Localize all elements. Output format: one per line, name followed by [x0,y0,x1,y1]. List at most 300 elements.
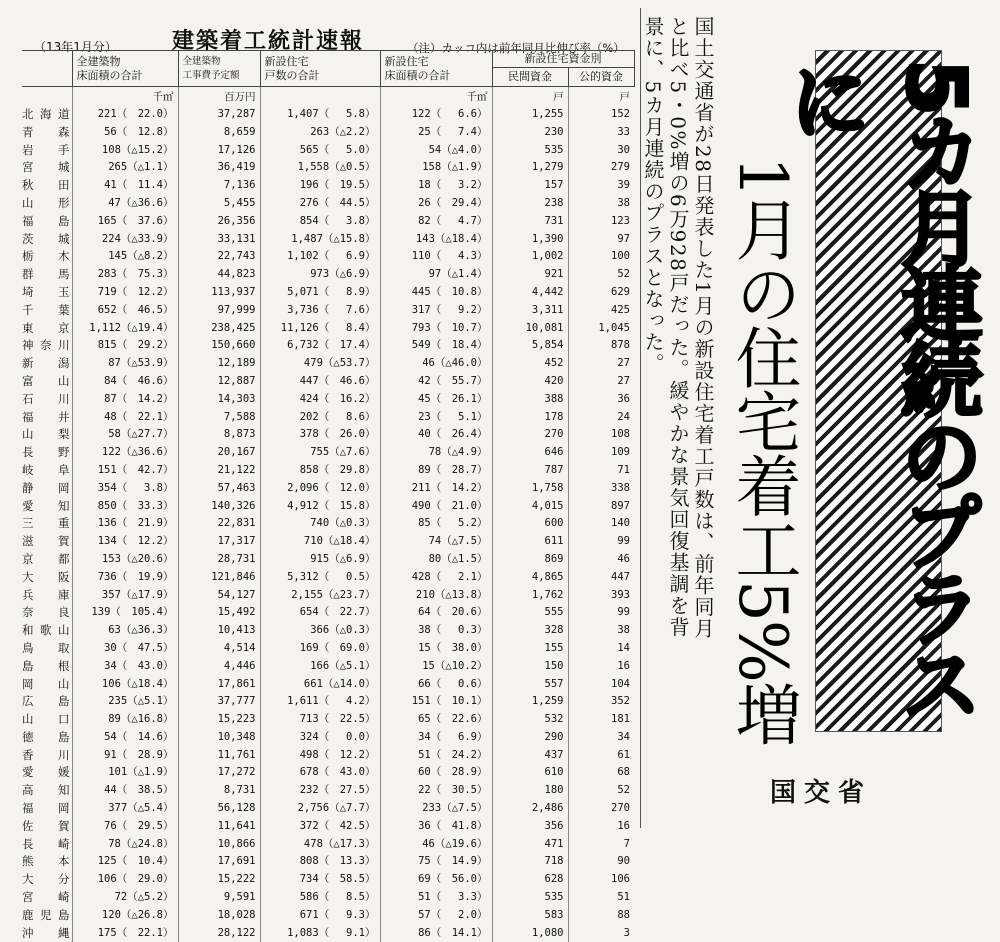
public-funds-cell: 38 [568,622,634,640]
table-row [22,693,634,711]
prefecture-cell: 香川 [22,747,70,762]
public-funds-cell: 71 [568,462,634,480]
unit-public: 戸 [568,87,634,107]
cost-cell: 37,777 [178,693,260,711]
private-funds-cell: 3,311 [492,302,568,320]
housing-units-cell: 1,487（△15.8） [260,231,380,249]
housing-floor-cell: 158（△1.9） [380,159,492,177]
cost-cell: 8,731 [178,782,260,800]
prefecture-cell: 神奈川 [22,338,70,353]
public-funds-cell: 16 [568,818,634,836]
public-funds-cell: 27 [568,355,634,373]
cost-cell: 10,866 [178,836,260,854]
cost-cell: 14,303 [178,391,260,409]
public-funds-cell: 393 [568,587,634,605]
housing-floor-cell: 18（ 3.2） [380,177,492,195]
public-funds-cell: 897 [568,498,634,516]
private-funds-cell: 555 [492,604,568,622]
table-row [22,800,634,818]
floor-area-cell: 221（ 22.0） [72,106,178,124]
housing-units-cell: 1,611（ 4.2） [260,693,380,711]
floor-area-cell: 44（ 38.5） [72,782,178,800]
floor-area-cell: 54（ 14.6） [72,729,178,747]
table-row [22,106,634,124]
prefecture-cell: 石川 [22,391,70,406]
unit-housing-units [260,87,380,107]
table-row [22,231,634,249]
cost-cell: 12,887 [178,373,260,391]
prefecture-cell: 北海道 [22,107,70,121]
table-row [22,391,634,409]
housing-floor-cell: 89（ 28.7） [380,462,492,480]
floor-area-cell: 78（△24.8） [72,836,178,854]
housing-units-cell: 854（ 3.8） [260,213,380,231]
housing-units-cell: 378（ 26.0） [260,426,380,444]
private-funds-cell: 10,081 [492,320,568,338]
prefecture-cell: 茨城 [22,231,70,246]
unit-cost: 百万円 [178,87,260,107]
public-funds-cell: 181 [568,711,634,729]
public-funds-cell: 878 [568,337,634,355]
private-funds-cell: 610 [492,764,568,782]
housing-units-cell: 424（ 16.2） [260,391,380,409]
housing-floor-cell: 23（ 5.1） [380,409,492,427]
unit-floor-area: 千㎡ [72,87,178,107]
public-funds-cell: 99 [568,533,634,551]
private-funds-cell: 155 [492,640,568,658]
prefecture-cell: 静岡 [22,480,70,495]
private-funds-cell: 180 [492,782,568,800]
prefecture-cell: 福島 [22,213,70,228]
private-funds-cell: 787 [492,462,568,480]
public-funds-cell: 104 [568,676,634,694]
table-row [22,320,634,338]
housing-floor-cell: 428（ 2.1） [380,569,492,587]
table-row [22,853,634,871]
cost-cell: 20,167 [178,444,260,462]
table-row [22,622,634,640]
public-funds-cell: 61 [568,747,634,765]
prefecture-cell: 宮城 [22,160,70,175]
article-headline: 5カ月連続のプラスに [775,59,983,719]
private-funds-cell: 718 [492,853,568,871]
table-period: （13年1月分） [34,40,117,54]
prefecture-cell: 沖縄 [22,925,70,940]
private-funds-cell: 420 [492,373,568,391]
housing-units-cell: 276（ 44.5） [260,195,380,213]
floor-area-cell: 139（ 105.4） [72,604,178,622]
housing-units-cell: 1,102（ 6.9） [260,248,380,266]
housing-floor-cell: 51（ 24.2） [380,747,492,765]
table-row [22,426,634,444]
table-row [22,551,634,569]
floor-area-cell: 106（ 29.0） [72,871,178,889]
table-row [22,764,634,782]
floor-area-cell: 145（△8.2） [72,248,178,266]
housing-floor-cell: 97（△1.4） [380,266,492,284]
housing-floor-cell: 122（ 6.6） [380,106,492,124]
housing-units-cell: 740（△0.3） [260,515,380,533]
private-funds-cell: 1,002 [492,248,568,266]
prefecture-cell: 福岡 [22,801,70,816]
table-row [22,480,634,498]
housing-floor-cell: 75（ 14.9） [380,853,492,871]
cost-cell: 33,131 [178,231,260,249]
public-funds-cell: 109 [568,444,634,462]
private-funds-cell: 150 [492,658,568,676]
housing-floor-cell: 151（ 10.1） [380,693,492,711]
housing-floor-cell: 549（ 18.4） [380,337,492,355]
housing-floor-cell: 15（△10.2） [380,658,492,676]
unit-housing-floor: 千㎡ [380,87,492,107]
floor-area-cell: 91（ 28.9） [72,747,178,765]
private-funds-cell: 535 [492,142,568,160]
housing-units-cell: 372（ 42.5） [260,818,380,836]
housing-units-cell: 169（ 69.0） [260,640,380,658]
public-funds-cell: 338 [568,480,634,498]
table-row [22,640,634,658]
housing-units-cell: 586（ 8.5） [260,889,380,907]
floor-area-header: 全建築物 床面積の合計 [72,51,178,87]
table-row [22,409,634,427]
prefecture-cell: 岐阜 [22,462,70,477]
public-funds-cell: 1,045 [568,320,634,338]
public-funds-cell: 3 [568,925,634,942]
housing-floor-cell: 445（ 10.8） [380,284,492,302]
private-funds-cell: 557 [492,676,568,694]
floor-area-cell: 101（△1.9） [72,764,178,782]
housing-floor-cell: 78（△4.9） [380,444,492,462]
public-funds-cell: 447 [568,569,634,587]
table-row [22,337,634,355]
table-row [22,729,634,747]
housing-floor-cell: 82（ 4.7） [380,213,492,231]
floor-area-cell: 58（△27.7） [72,426,178,444]
prefecture-cell: 和歌山 [22,623,70,638]
housing-floor-cell: 15（ 38.0） [380,640,492,658]
table-row [22,177,634,195]
housing-units-cell: 678（ 43.0） [260,764,380,782]
floor-area-cell: 108（△15.2） [72,142,178,160]
funding-group-header: 新設住宅資金別 [492,51,634,68]
floor-area-cell: 151（ 42.7） [72,462,178,480]
table-row [22,213,634,231]
cost-cell: 17,126 [178,142,260,160]
prefecture-cell: 大分 [22,872,70,887]
cost-cell: 150,660 [178,337,260,355]
table-row [22,248,634,266]
private-funds-header: 民間資金 [492,68,568,87]
housing-units-cell: 734（ 58.5） [260,871,380,889]
cost-cell: 10,348 [178,729,260,747]
table-row [22,604,634,622]
table-row [22,142,634,160]
public-funds-cell: 90 [568,853,634,871]
cost-cell: 57,463 [178,480,260,498]
private-funds-cell: 157 [492,177,568,195]
public-funds-cell: 46 [568,551,634,569]
cost-cell: 54,127 [178,587,260,605]
building-starts-table [22,50,635,942]
floor-area-cell: 224（△33.9） [72,231,178,249]
public-funds-cell: 140 [568,515,634,533]
cost-cell: 36,419 [178,159,260,177]
private-funds-cell: 452 [492,355,568,373]
floor-area-cell: 30（ 47.5） [72,640,178,658]
floor-area-cell: 63（△36.3） [72,622,178,640]
private-funds-cell: 1,390 [492,231,568,249]
table-row [22,462,634,480]
public-funds-cell: 123 [568,213,634,231]
housing-floor-cell: 25（ 7.4） [380,124,492,142]
public-funds-cell: 14 [568,640,634,658]
prefecture-cell: 長野 [22,445,70,460]
housing-units-cell: 710（△18.4） [260,533,380,551]
housing-floor-cell: 22（ 30.5） [380,782,492,800]
prefecture-cell: 群馬 [22,267,70,282]
cost-cell: 37,287 [178,106,260,124]
housing-floor-cell: 74（△7.5） [380,533,492,551]
floor-area-cell: 354（ 3.8） [72,480,178,498]
cost-cell: 238,425 [178,320,260,338]
floor-area-cell: 84（ 46.6） [72,373,178,391]
public-funds-cell: 30 [568,142,634,160]
private-funds-cell: 5,854 [492,337,568,355]
public-funds-cell: 7 [568,836,634,854]
private-funds-cell: 328 [492,622,568,640]
housing-floor-cell: 143（△18.4） [380,231,492,249]
housing-units-cell: 479（△53.7） [260,355,380,373]
public-funds-cell: 97 [568,231,634,249]
public-funds-cell: 279 [568,159,634,177]
housing-floor-cell: 86（ 14.1） [380,925,492,942]
article-body: 国土交通省が28日発表した1月の新設住宅着工戸数は、前年同月と比べ5・0%増の6万928戸だった。緩やかな景気回復基調を背景に、5カ月連続のプラスとなった。 [641,16,715,640]
housing-floor-cell: 490（ 21.0） [380,498,492,516]
table-row [22,871,634,889]
housing-units-cell: 4,912（ 15.8） [260,498,380,516]
housing-floor-cell: 34（ 6.9） [380,729,492,747]
housing-units-cell: 661（△14.0） [260,676,380,694]
floor-area-cell: 48（ 22.1） [72,409,178,427]
cost-cell: 11,641 [178,818,260,836]
cost-cell: 11,761 [178,747,260,765]
floor-area-cell: 815（ 29.2） [72,337,178,355]
public-funds-header: 公的資金 [568,68,634,87]
cost-cell: 5,455 [178,195,260,213]
housing-floor-cell: 57（ 2.0） [380,907,492,925]
private-funds-cell: 731 [492,213,568,231]
floor-area-cell: 165（ 37.6） [72,213,178,231]
housing-floor-cell: 65（ 22.6） [380,711,492,729]
cost-cell: 113,937 [178,284,260,302]
housing-floor-header: 新設住宅 床面積の合計 [380,51,492,87]
housing-units-cell: 2,155（△23.7） [260,587,380,605]
public-funds-cell: 27 [568,373,634,391]
floor-area-cell: 283（ 75.3） [72,266,178,284]
cost-cell: 7,588 [178,409,260,427]
cost-cell: 8,659 [178,124,260,142]
public-funds-cell: 24 [568,409,634,427]
prefecture-cell: 青森 [22,124,70,139]
private-funds-cell: 1,080 [492,925,568,942]
housing-floor-cell: 317（ 9.2） [380,302,492,320]
cost-cell: 17,861 [178,676,260,694]
housing-floor-cell: 36（ 41.8） [380,818,492,836]
cost-cell: 15,222 [178,871,260,889]
floor-area-cell: 125（ 10.4） [72,853,178,871]
floor-area-cell: 122（△36.6） [72,444,178,462]
private-funds-cell: 388 [492,391,568,409]
article-subheadline: 1月の住宅着工5%増 [724,155,801,745]
housing-floor-cell: 233（△7.5） [380,800,492,818]
floor-area-cell: 87（ 14.2） [72,391,178,409]
prefecture-cell: 高知 [22,783,70,798]
cost-cell: 26,356 [178,213,260,231]
prefecture-cell: 鹿児島 [22,907,70,922]
private-funds-cell: 4,015 [492,498,568,516]
prefecture-cell: 愛知 [22,498,70,513]
housing-floor-cell: 110（ 4.3） [380,248,492,266]
prefecture-cell: 宮崎 [22,890,70,905]
housing-units-cell: 671（ 9.3） [260,907,380,925]
prefecture-cell: 栃木 [22,249,70,264]
housing-units-cell: 808（ 13.3） [260,853,380,871]
housing-floor-cell: 793（ 10.7） [380,320,492,338]
housing-units-cell: 196（ 19.5） [260,177,380,195]
prefecture-cell: 東京 [22,320,70,335]
cost-cell: 15,223 [178,711,260,729]
floor-area-cell: 1,112（△19.4） [72,320,178,338]
cost-cell: 12,189 [178,355,260,373]
cost-cell: 18,028 [178,907,260,925]
private-funds-cell: 646 [492,444,568,462]
cost-cell: 8,873 [178,426,260,444]
floor-area-cell: 175（ 22.1） [72,925,178,942]
public-funds-cell: 34 [568,729,634,747]
cost-cell: 22,743 [178,248,260,266]
table-row [22,818,634,836]
table-row [22,782,634,800]
prefecture-cell: 岩手 [22,142,70,157]
public-funds-cell: 16 [568,658,634,676]
private-funds-cell: 4,865 [492,569,568,587]
prefecture-cell: 山梨 [22,427,70,442]
table-row [22,302,634,320]
housing-floor-cell: 210（△13.8） [380,587,492,605]
floor-area-cell: 736（ 19.9） [72,569,178,587]
housing-floor-cell: 54（△4.0） [380,142,492,160]
prefecture-cell: 徳島 [22,729,70,744]
article-headline-box [775,50,983,732]
housing-units-cell: 166（△5.1） [260,658,380,676]
private-funds-cell: 1,259 [492,693,568,711]
housing-floor-cell: 80（△1.5） [380,551,492,569]
units-blank [22,87,72,107]
floor-area-cell: 377（△5.4） [72,800,178,818]
private-funds-cell: 270 [492,426,568,444]
private-funds-cell: 1,758 [492,480,568,498]
housing-units-cell: 478（△17.3） [260,836,380,854]
public-funds-cell: 106 [568,871,634,889]
floor-area-cell: 357（△17.9） [72,587,178,605]
private-funds-cell: 600 [492,515,568,533]
housing-units-cell: 11,126（ 8.4） [260,320,380,338]
prefecture-cell: 愛媛 [22,765,70,780]
cost-cell: 21,122 [178,462,260,480]
housing-units-cell: 858（ 29.8） [260,462,380,480]
prefecture-cell: 島根 [22,658,70,673]
private-funds-cell: 230 [492,124,568,142]
private-funds-cell: 437 [492,747,568,765]
floor-area-cell: 47（△36.6） [72,195,178,213]
floor-area-cell: 719（ 12.2） [72,284,178,302]
floor-area-cell: 89（△16.8） [72,711,178,729]
table-row [22,355,634,373]
prefecture-cell: 兵庫 [22,587,70,602]
unit-private: 戸 [492,87,568,107]
prefecture-cell: 岡山 [22,676,70,691]
table-row [22,925,634,942]
housing-floor-cell: 40（ 26.4） [380,426,492,444]
floor-area-cell: 153（△20.6） [72,551,178,569]
housing-units-cell: 447（ 46.6） [260,373,380,391]
housing-units-cell: 1,558（△0.5） [260,159,380,177]
housing-floor-cell: 211（ 14.2） [380,480,492,498]
private-funds-cell: 921 [492,266,568,284]
article-source: 国交省 [770,778,873,808]
floor-area-cell: 265（△1.1） [72,159,178,177]
floor-area-cell: 72（△5.2） [72,889,178,907]
table-row [22,284,634,302]
floor-area-cell: 56（ 12.8） [72,124,178,142]
housing-units-cell: 263（△2.2） [260,124,380,142]
public-funds-cell: 36 [568,391,634,409]
housing-units-cell: 755（△7.6） [260,444,380,462]
floor-area-cell: 76（ 29.5） [72,818,178,836]
table-row [22,747,634,765]
public-funds-cell: 52 [568,782,634,800]
table-row [22,498,634,516]
housing-floor-cell: 69（ 56.0） [380,871,492,889]
housing-units-cell: 713（ 22.5） [260,711,380,729]
cost-cell: 10,413 [178,622,260,640]
public-funds-cell: 100 [568,248,634,266]
cost-cell: 9,591 [178,889,260,907]
table-row [22,195,634,213]
public-funds-cell: 39 [568,177,634,195]
private-funds-cell: 535 [492,889,568,907]
public-funds-cell: 152 [568,106,634,124]
table-row [22,587,634,605]
housing-units-cell: 2,096（ 12.0） [260,480,380,498]
prefecture-cell: 熊本 [22,854,70,869]
private-funds-cell: 290 [492,729,568,747]
housing-units-cell: 232（ 27.5） [260,782,380,800]
housing-floor-cell: 51（ 3.3） [380,889,492,907]
housing-floor-cell: 64（ 20.6） [380,604,492,622]
public-funds-cell: 51 [568,889,634,907]
cost-cell: 28,122 [178,925,260,942]
table-title: 建築着工統計速報 [172,29,365,54]
private-funds-cell: 869 [492,551,568,569]
floor-area-cell: 120（△26.8） [72,907,178,925]
table-note: （注）カッコ内は前年同月比伸び率（%） [407,41,625,55]
private-funds-cell: 178 [492,409,568,427]
cost-cell: 140,326 [178,498,260,516]
housing-floor-cell: 46（△19.6） [380,836,492,854]
public-funds-cell: 629 [568,284,634,302]
floor-area-cell: 652（ 46.5） [72,302,178,320]
